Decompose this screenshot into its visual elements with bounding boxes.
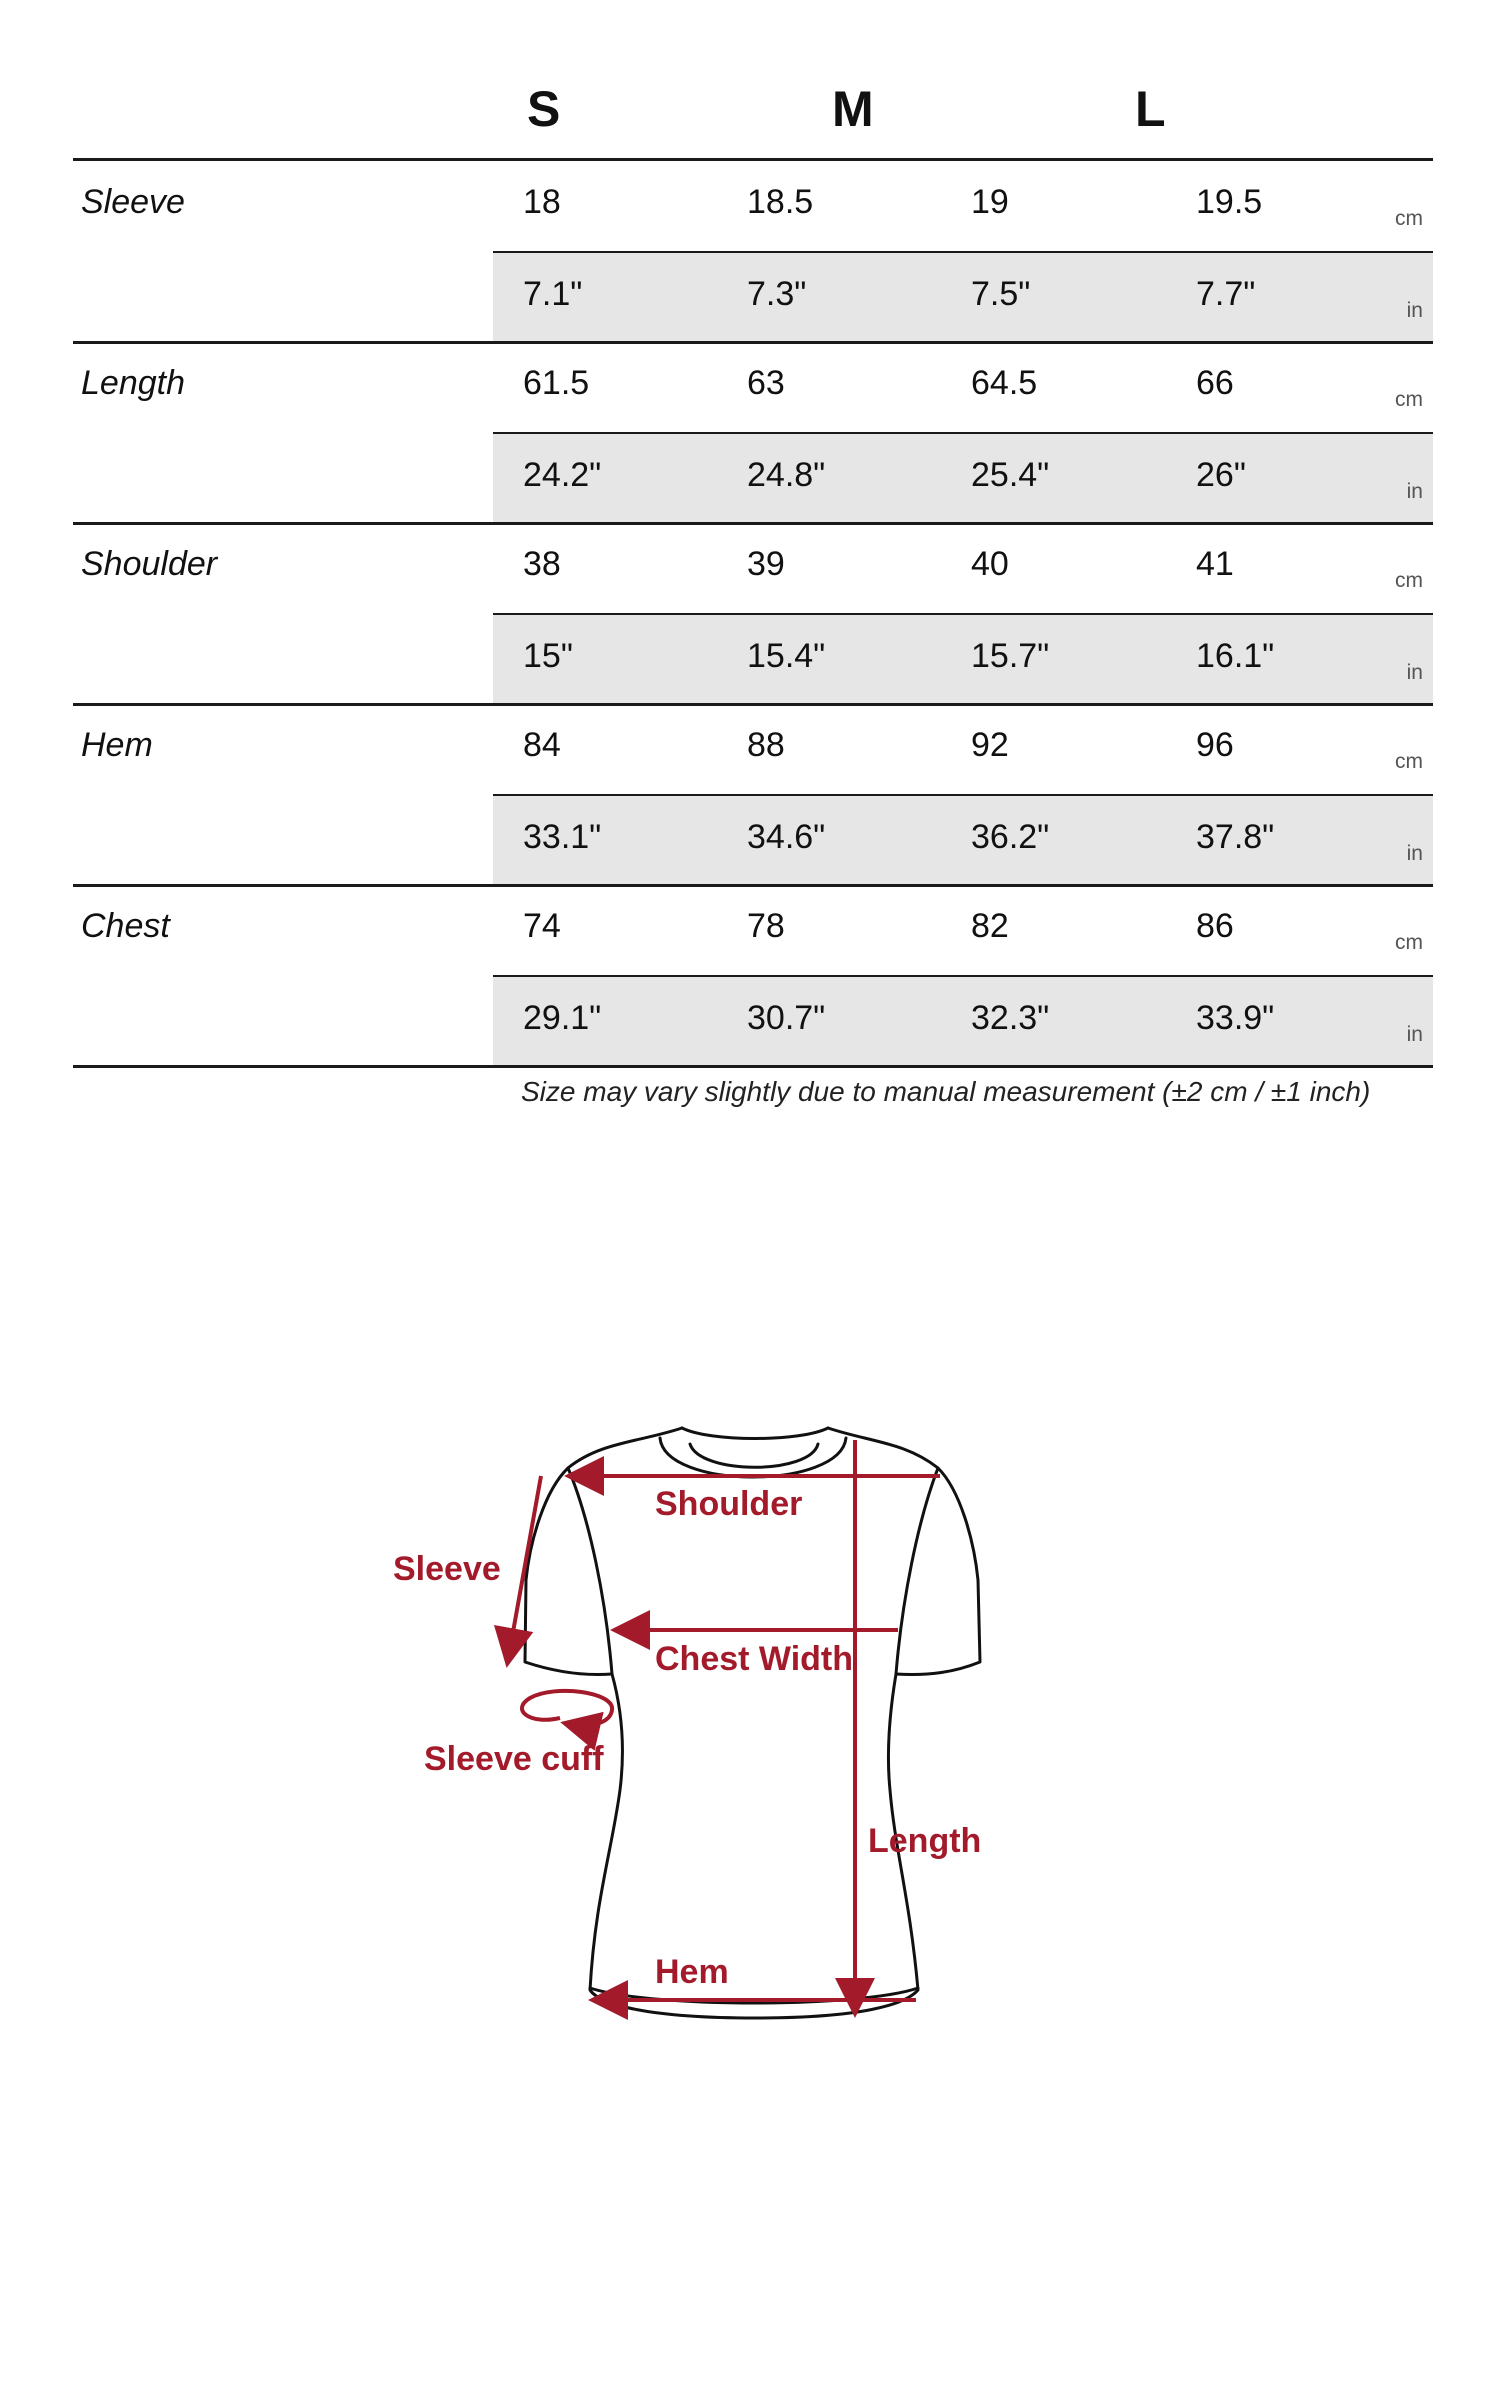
- unit-cm: cm: [1395, 569, 1423, 592]
- row-rule: [73, 1065, 1433, 1068]
- cm-line: [493, 161, 1433, 251]
- cell: 32.3": [971, 999, 1050, 1037]
- table-row-chest: [73, 885, 1433, 1065]
- cell: 29.1": [523, 999, 602, 1037]
- cell: 36.2": [971, 818, 1050, 856]
- cell: 33.1": [523, 818, 602, 856]
- cell: 66: [1196, 364, 1234, 402]
- cell: 19.5: [1196, 183, 1263, 221]
- cell: 96: [1196, 726, 1234, 764]
- cell: 38: [523, 545, 561, 583]
- cm-line: [493, 342, 1433, 432]
- cell: 86: [1196, 907, 1234, 945]
- row-label: Sleeve: [81, 183, 185, 221]
- table-row-sleeve: [73, 161, 1433, 341]
- cell: 18: [523, 183, 561, 221]
- hem-label: Hem: [655, 1953, 729, 1991]
- cell: 37.8": [1196, 818, 1275, 856]
- size-header-s: S: [527, 81, 561, 137]
- cell: 24.8": [747, 456, 826, 494]
- cell: 7.7": [1196, 275, 1256, 313]
- tshirt-measurement-diagram: [0, 1380, 1500, 2080]
- row-label: Chest: [81, 907, 170, 945]
- unit-in: in: [1406, 299, 1423, 322]
- in-line: [493, 432, 1433, 524]
- measurement-arrows: [508, 1440, 940, 2010]
- cell: 63: [747, 364, 785, 402]
- cell: 34.6": [747, 818, 826, 856]
- cell: 39: [747, 545, 785, 583]
- cell: 7.1": [523, 275, 583, 313]
- cell: 26": [1196, 456, 1246, 494]
- cell: 74: [523, 907, 561, 945]
- cell: 92: [971, 726, 1009, 764]
- cell: 24.2": [523, 456, 602, 494]
- cell: 7.3": [747, 275, 807, 313]
- cell: 30.7": [747, 999, 826, 1037]
- cell: 33.9": [1196, 999, 1275, 1037]
- sleeve-label: Sleeve: [393, 1550, 501, 1588]
- unit-cm: cm: [1395, 931, 1423, 954]
- sleeve-cuff-curl: [522, 1691, 612, 1726]
- in-line: [493, 251, 1433, 343]
- unit-in: in: [1406, 480, 1423, 503]
- cell: 16.1": [1196, 637, 1275, 675]
- cm-line: [493, 704, 1433, 794]
- cell: 18.5: [747, 183, 814, 221]
- size-header-l: L: [1135, 81, 1166, 137]
- unit-in: in: [1406, 1023, 1423, 1046]
- in-line: [493, 975, 1433, 1067]
- table-row-length: [73, 342, 1433, 522]
- cell: 41: [1196, 545, 1234, 583]
- unit-in: in: [1406, 661, 1423, 684]
- cell: 19: [971, 183, 1009, 221]
- in-line: [493, 794, 1433, 886]
- row-label: Hem: [81, 726, 153, 764]
- chest-width-label: Chest Width: [655, 1640, 854, 1678]
- unit-cm: cm: [1395, 388, 1423, 411]
- cell: 15.4": [747, 637, 826, 675]
- cell: 64.5: [971, 364, 1038, 402]
- cell: 7.5": [971, 275, 1031, 313]
- size-header-m: M: [832, 81, 874, 137]
- row-label: Length: [81, 364, 185, 402]
- table-row-shoulder: [73, 523, 1433, 703]
- unit-cm: cm: [1395, 207, 1423, 230]
- sleeve-cuff-label: Sleeve cuff: [424, 1740, 604, 1778]
- length-label: Length: [868, 1822, 982, 1860]
- cell: 40: [971, 545, 1009, 583]
- cell: 82: [971, 907, 1009, 945]
- shoulder-label: Shoulder: [655, 1485, 803, 1523]
- cell: 25.4": [971, 456, 1050, 494]
- row-label: Shoulder: [81, 545, 218, 583]
- in-line: [493, 613, 1433, 705]
- cell: 61.5: [523, 364, 590, 402]
- cell: 88: [747, 726, 785, 764]
- cell: 15.7": [971, 637, 1050, 675]
- measurement-note: Size may vary slightly due to manual measurement (±2 cm / ±1 inch): [521, 1076, 1371, 1107]
- unit-in: in: [1406, 842, 1423, 865]
- cell: 78: [747, 907, 785, 945]
- cell: 15": [523, 637, 573, 675]
- unit-cm: cm: [1395, 750, 1423, 773]
- cm-line: [493, 885, 1433, 975]
- table-row-hem: [73, 704, 1433, 884]
- cm-line: [493, 523, 1433, 613]
- cell: 84: [523, 726, 561, 764]
